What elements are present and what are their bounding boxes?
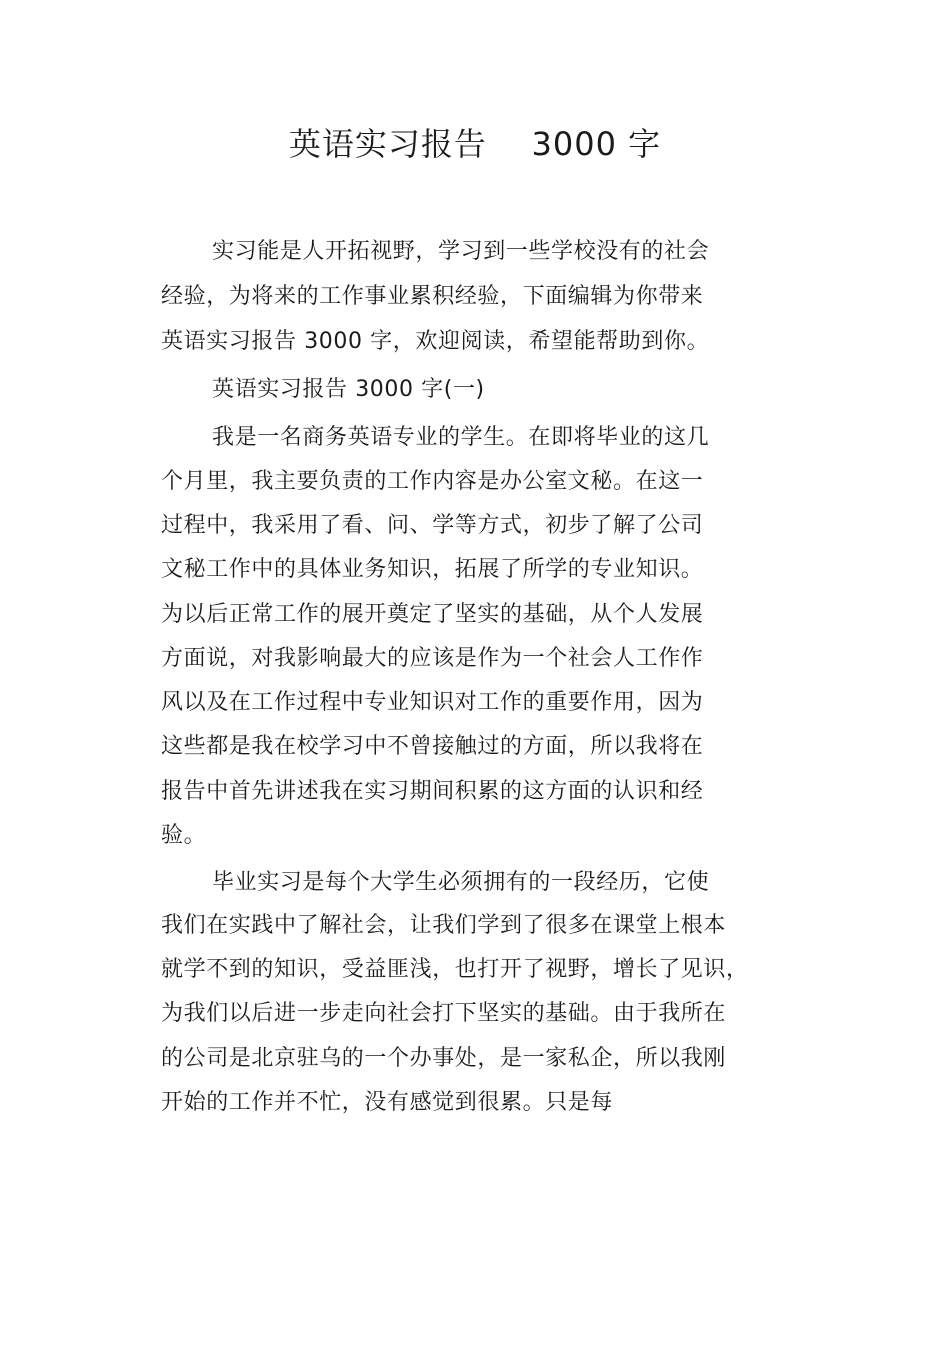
paragraph-line: 我们在实践中了解社会，让我们学到了很多在课堂上根本 [161, 913, 727, 938]
paragraph-line: 个月里，我主要负责的工作内容是办公室文秘。在这一 [161, 469, 704, 494]
paragraph-line: 验。 [161, 823, 207, 848]
paragraph-line: 报告中首先讲述我在实习期间积累的这方面的认识和经 [161, 779, 704, 804]
paragraph-line: 开始的工作并不忙，没有感觉到很累。只是每 [161, 1090, 614, 1115]
paragraph-line: 实习能是人开拓视野，学习到一些学校没有的社会 [212, 239, 710, 264]
paragraph-line: 过程中，我采用了看、问、学等方式，初步了解了公司 [161, 513, 704, 538]
paragraph-line: 风以及在工作过程中专业知识对工作的重要作用，因为 [161, 690, 704, 715]
section-heading: 英语实习报告 3000 字(一) [212, 377, 485, 402]
paragraph-line: 我是一名商务英语专业的学生。在即将毕业的这几 [212, 425, 710, 450]
paragraph-line: 方面说，对我影响最大的应该是作为一个社会人工作作 [161, 646, 704, 671]
paragraph-line: 英语实习报告 3000 字，欢迎阅读，希望能帮助到你。 [161, 329, 710, 354]
paragraph-line: 就学不到的知识，受益匪浅，也打开了视野，增长了见识， [161, 957, 749, 982]
paragraph-line: 为以后正常工作的展开奠定了坚实的基础，从个人发展 [161, 602, 704, 627]
paragraph-line: 这些都是我在校学习中不曾接触过的方面，所以我将在 [161, 734, 704, 759]
document-title: 英语实习报告 3000 字 [288, 125, 662, 163]
paragraph-line: 经验，为将来的工作事业累积经验，下面编辑为你带来 [161, 284, 704, 309]
paragraph-line: 的公司是北京驻乌的一个办事处，是一家私企，所以我刚 [161, 1046, 727, 1071]
paragraph-line: 为我们以后进一步走向社会打下坚实的基础。由于我所在 [161, 1001, 727, 1026]
paragraph-line: 文秘工作中的具体业务知识，拓展了所学的专业知识。 [161, 557, 704, 582]
paragraph-line: 毕业实习是每个大学生必须拥有的一段经历，它使 [212, 870, 710, 895]
